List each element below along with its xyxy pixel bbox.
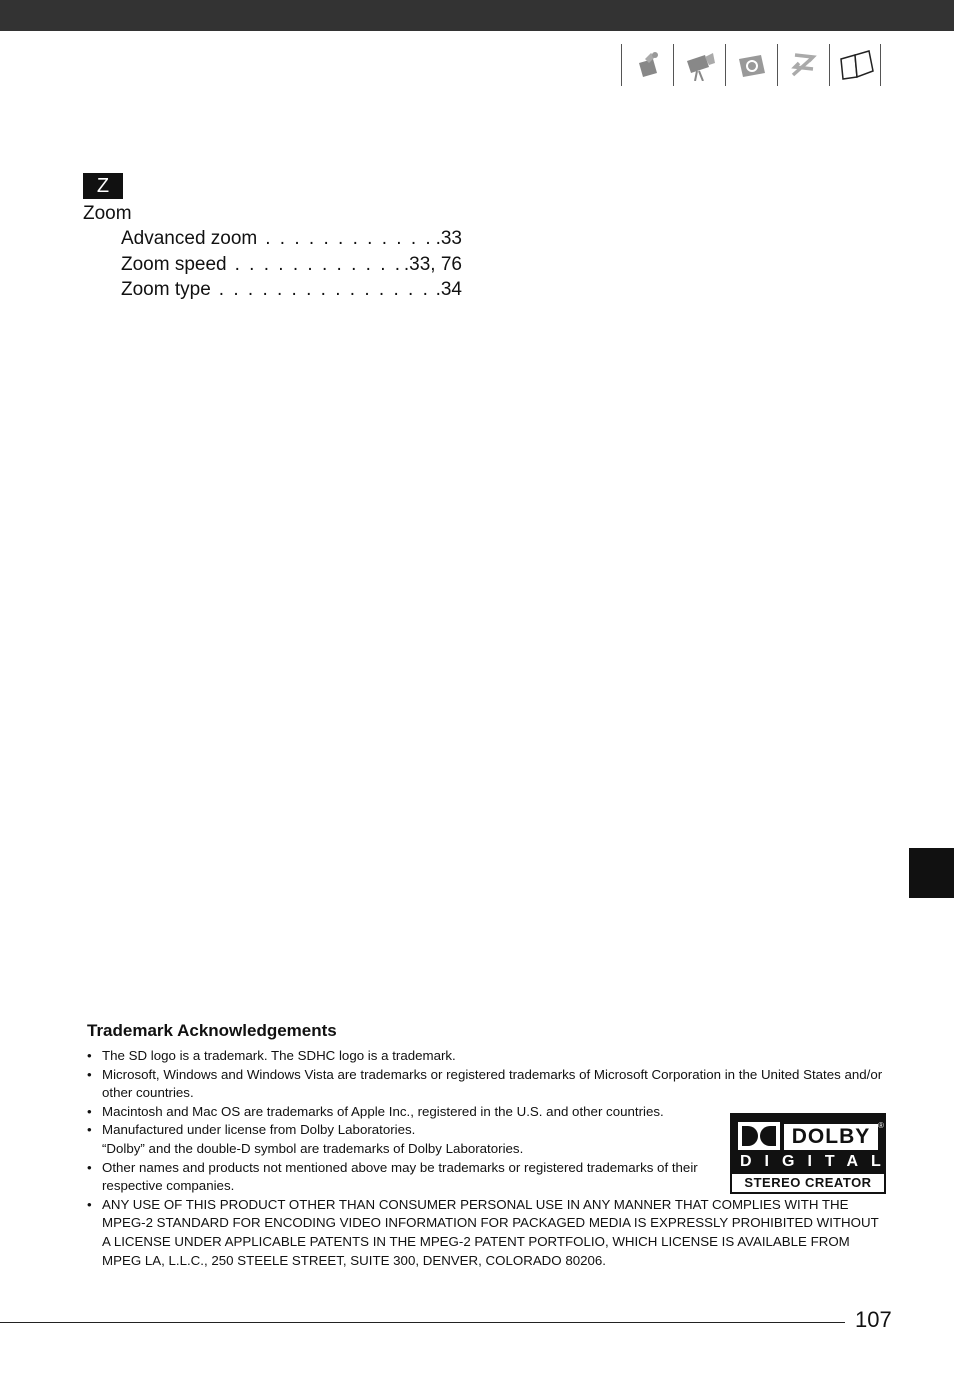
- trademark-title: Trademark Acknowledgements: [87, 1021, 337, 1040]
- list-item-text: Manufactured under license from Dolby Laboratories.: [102, 1122, 416, 1138]
- list-item-text: The SD logo is a trademark. The SDHC logo is a trademark.: [102, 1048, 456, 1063]
- top-bar: [0, 0, 954, 31]
- dolby-digital-logo: [730, 1113, 894, 1194]
- movie-camera-icon[interactable]: [673, 44, 725, 86]
- registered-mark: ®: [878, 1121, 884, 1130]
- list-item: [87, 1196, 889, 1270]
- index-entry-label: Advanced zoom: [121, 228, 258, 249]
- dot-leader: [211, 279, 436, 301]
- dolby-word: DOLBY: [784, 1124, 878, 1150]
- list-item-subtext: “Dolby” and the double-D symbol are trademarks of Dolby Laboratories.: [102, 1140, 524, 1156]
- index-entry-page: .33, 76: [403, 254, 462, 275]
- bullet: •: [87, 1159, 92, 1175]
- bullet: •: [87, 1122, 92, 1138]
- bullet: •: [87, 1066, 92, 1082]
- index-entry: [121, 228, 462, 250]
- index-entry-page: .34: [435, 279, 462, 300]
- bullet: •: [87, 1048, 92, 1063]
- dolby-digital-text: DIGITAL: [740, 1153, 894, 1170]
- dot-leader: [227, 254, 404, 276]
- index-entry: [121, 279, 462, 301]
- index-entry: [121, 254, 462, 276]
- dot-leader: [257, 228, 435, 250]
- list-item-text: Microsoft, Windows and Windows Vista are trademarks or registered trademarks of Microsoft Corporation in the United States and/or other countries.: [102, 1066, 883, 1101]
- list-item-text: Macintosh and Mac OS are trademarks of Apple Inc., registered in the U.S. and other countries.: [102, 1103, 664, 1119]
- index-letter-badge: Z: [83, 173, 123, 199]
- page-number: 107: [855, 1307, 892, 1332]
- index-entry-label: Zoom type: [121, 279, 211, 300]
- getting-started-icon[interactable]: [621, 44, 673, 86]
- index-entry-page: .33: [435, 228, 462, 249]
- list-item-text: Other names and products not mentioned above may be trademarks or registered trademarks of their respective companies.: [102, 1159, 698, 1194]
- photo-camera-icon[interactable]: [725, 44, 777, 86]
- external-connections-icon[interactable]: [777, 44, 829, 86]
- section-icon-nav: [621, 44, 881, 86]
- double-d-icon: [738, 1122, 780, 1150]
- bullet: •: [87, 1196, 92, 1212]
- stereo-creator-text: STEREO CREATOR: [732, 1174, 884, 1192]
- list-item-text: ANY USE OF THIS PRODUCT OTHER THAN CONSUMER PERSONAL USE IN ANY MANNER THAT COMPLIES WITH THE MPEG-2 STANDARD FOR ENCODING VIDEO INFORMATION FOR PACKAGED MEDIA IS EXPRESSLY PROHIBITED WITHOUT A LICENSE UNDER APPLICABLE PATENTS IN THE MPEG-2 PATENT PORTFOLIO, WHICH LICENSE IS AVAILABLE FROM MPEG LA, L.L.C., 250 STEELE STREET, SUITE 300, DENVER, COLORADO 80206.: [102, 1196, 879, 1268]
- index-heading: Zoom: [83, 203, 132, 224]
- list-item: [87, 1047, 889, 1066]
- book-icon[interactable]: [829, 44, 881, 86]
- index-entry-label: Zoom speed: [121, 254, 227, 275]
- list-item: [87, 1066, 889, 1103]
- bullet: •: [87, 1103, 92, 1119]
- chapter-tab: [909, 848, 954, 898]
- footer-rule: [0, 1322, 845, 1323]
